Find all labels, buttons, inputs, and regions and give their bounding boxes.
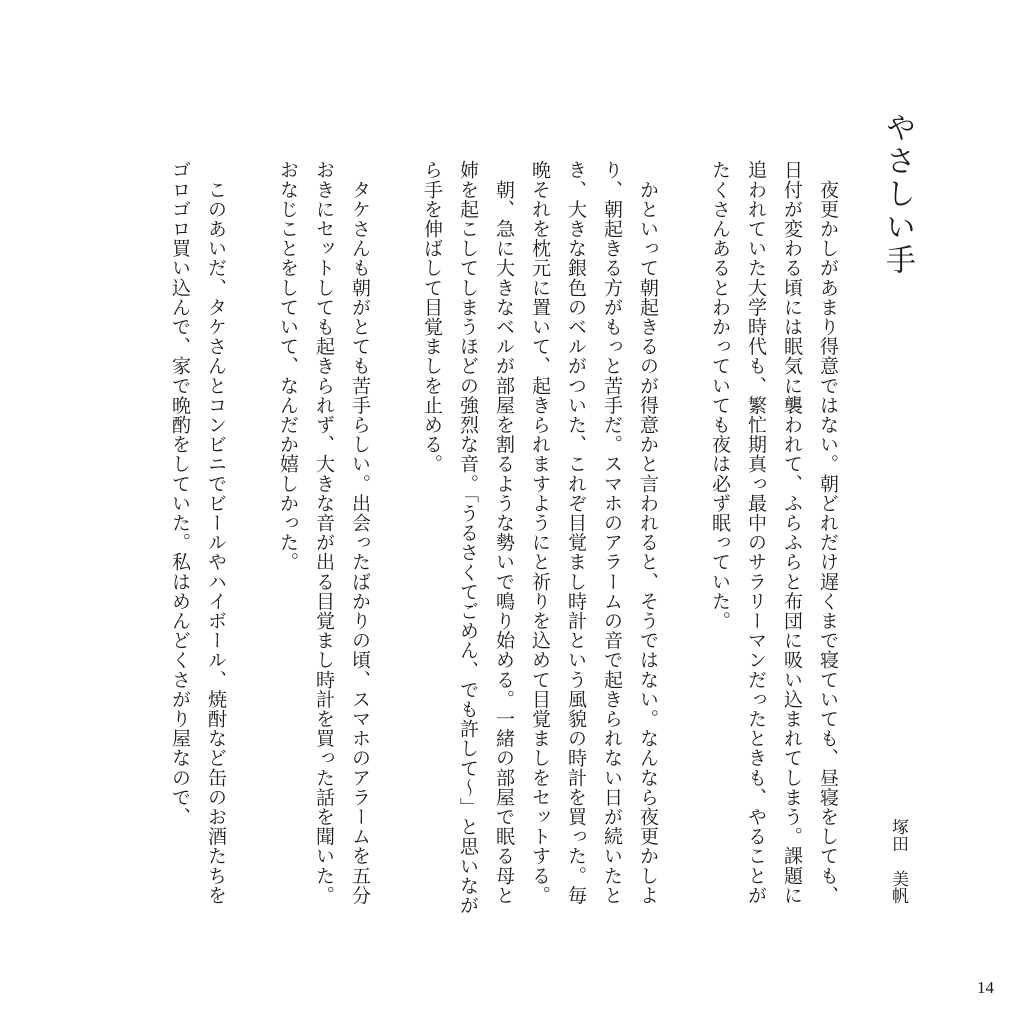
paragraph-1: 夜更かしがあまり得意ではない。朝どれだけ遅くまで寝ていても、昼寝をしても、日付が変わる頃には眠気に襲われて、ふらふらと布団に吸い込まれてしまう。課題に追われていた大学時代も、繁忙期真っ最中のサラリーマンだったときも、やることがたくさんあるとわかっていても夜は必ず眠っていた。 <box>709 160 839 905</box>
paragraph-3: 朝、急に大きなベルが部屋を割るような勢いで鳴り始める。一緒の部屋で眠る母と姉を起こしてしまうほどの強烈な音。「うるさくてごめん、でも許して〜」と思いながら手を伸ばして目覚ましを止める。 <box>421 160 515 915</box>
page-number: 14 <box>977 978 994 997</box>
body-text <box>126 160 846 920</box>
paragraph-2: かといって朝起きるのが得意かと言われると、そうではない。なんなら夜更かしより、朝起きる方がもっと苦手だ。スマホのアラームの音で起きられない日が続いたとき、大きな銀色のベルがついた、これぞ目覚まし時計という風貌の時計を買った。毎晩それを枕元に置いて、起きられますようにと祈りを込めて目覚ましをセットする。 <box>529 160 659 905</box>
page-title: やさしい手 <box>880 112 915 277</box>
paragraph-4: タケさんも朝がとても苦手らしい。出会ったばかりの頃、スマホのアラームを五分おきにセットしても起きられず、大きな音が出る目覚まし時計を買った話を聞いた。おなじことをしていて、なんだか嬉しかった。 <box>277 160 371 905</box>
author-family-name: 塚田 <box>888 818 908 852</box>
author-given-name: 美帆 <box>888 870 908 904</box>
author-name <box>885 818 911 904</box>
paragraph-5: このあいだ、タケさんとコンビニでビールやハイボール、焼酎など缶のお酒たちをゴロゴロ買い込んで、家で晩酌をしていた。私はめんどくさがり屋なので、 <box>169 160 227 905</box>
